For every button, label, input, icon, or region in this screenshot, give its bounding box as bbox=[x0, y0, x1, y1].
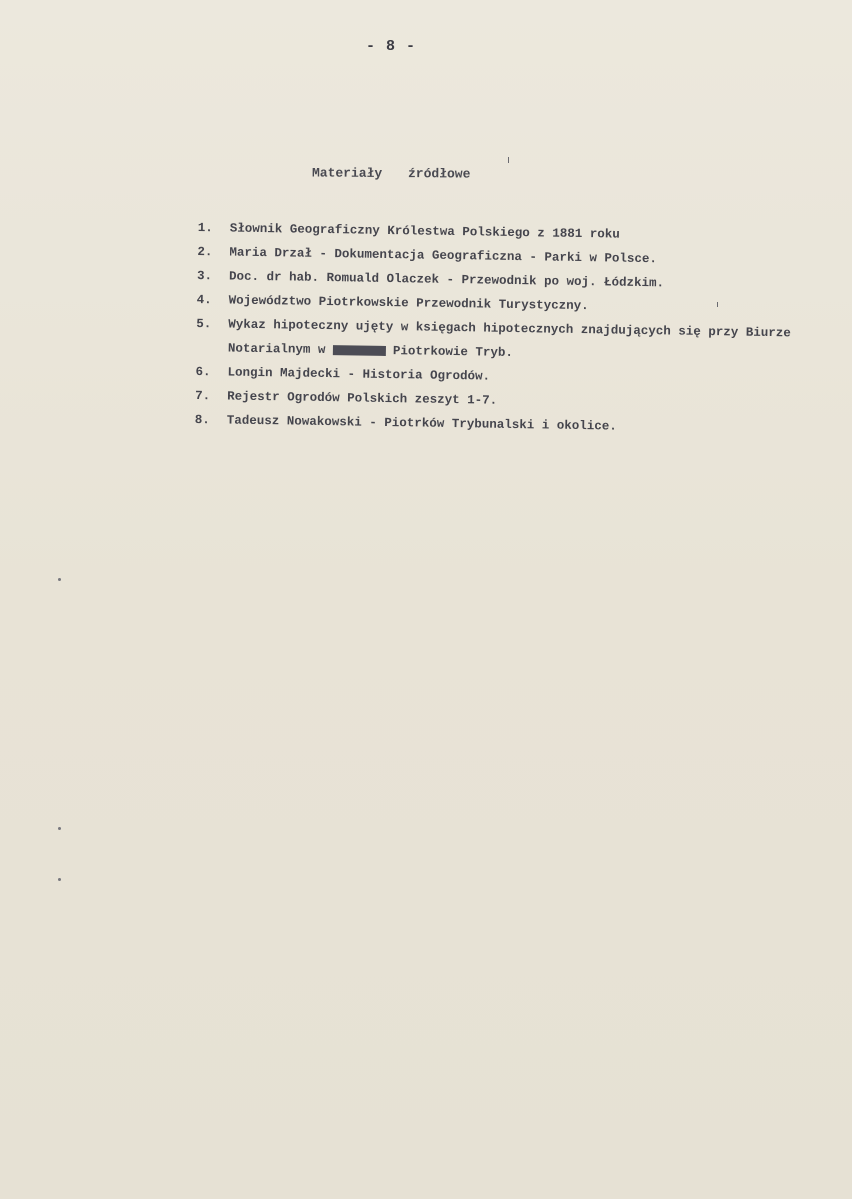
item-text: Longin Majdecki - Historia Ogrodów. bbox=[227, 365, 491, 384]
page-number: - 8 - bbox=[366, 38, 417, 55]
item-number: 7. bbox=[195, 388, 211, 404]
item-number: 2. bbox=[197, 244, 213, 260]
item-text-start: Wykaz hipoteczny ujęty w księgach hipotecznych znajdujących się przy Biurze Notarialnym w bbox=[227, 317, 791, 358]
item-number: 8. bbox=[194, 412, 210, 428]
item-text: Województwo Piotrkowskie Przewodnik Turystyczny. bbox=[228, 293, 589, 314]
item-number: 4. bbox=[196, 292, 212, 308]
ink-speck bbox=[717, 302, 718, 307]
sources-list bbox=[195, 216, 838, 442]
item-number: 5. bbox=[196, 316, 212, 332]
item-number: 3. bbox=[196, 268, 213, 284]
item-text: Tadeusz Nowakowski - Piotrków Trybunalski i okolice. bbox=[226, 413, 617, 434]
section-heading: Materiały źródłowe bbox=[311, 165, 471, 182]
redacted-word bbox=[333, 345, 386, 356]
binder-mark bbox=[58, 827, 61, 830]
item-text: Doc. dr hab. Romuald Olaczek - Przewodnik po woj. Łódzkim. bbox=[228, 269, 665, 291]
item-text-end: Piotrkowie Tryb. bbox=[385, 343, 514, 360]
item-number: 6. bbox=[195, 364, 211, 380]
item-text: Rejestr Ogrodów Polskich zeszyt 1-7. bbox=[227, 389, 498, 408]
binder-mark bbox=[58, 578, 61, 581]
ink-speck bbox=[508, 157, 509, 163]
binder-mark bbox=[58, 878, 61, 881]
item-text: Słownik Geograficzny Królestwa Polskiego z 1881 roku bbox=[229, 221, 620, 242]
item-number: 1. bbox=[197, 220, 213, 236]
item-text: Maria Drzał - Dokumentacja Geograficzna - Parki w Polsce. bbox=[229, 245, 658, 267]
